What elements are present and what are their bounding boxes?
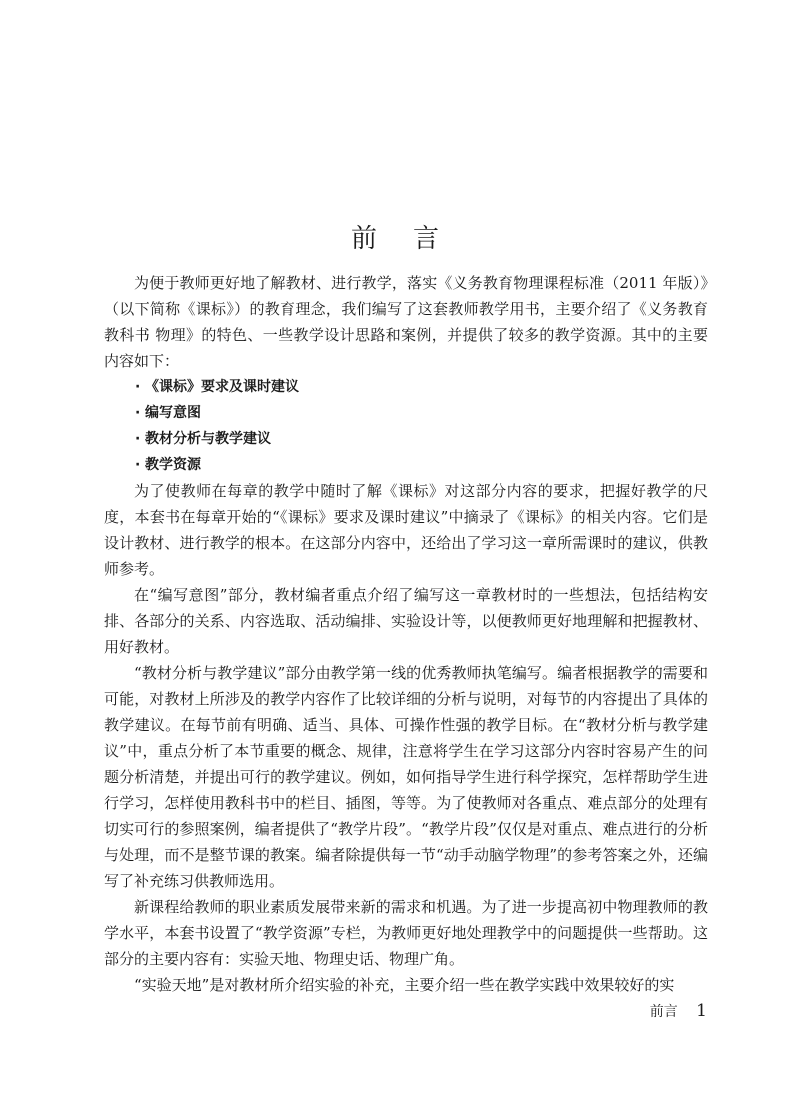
list-item-label: 教学资源 <box>145 457 201 473</box>
list-item <box>104 400 708 426</box>
page-number: 1 <box>696 1001 707 1021</box>
list-item <box>104 374 708 400</box>
preface-body <box>104 270 708 998</box>
paragraph-intro: 为便于教师更好地了解教材、进行教学，落实《义务教育物理课程标准（2011 年版）》（以下简称《课标》）的教育理念，我们编写了这套教师教学用书，主要介绍了《义务教育教科书 物理》的特色、一些教学设计思路和案例，并提供了较多的教学资源。其中的主要内容如下： <box>104 274 708 370</box>
bullet: · <box>135 431 141 447</box>
paragraph-writing-intent: 在“编写意图”部分，教材编者重点介绍了编写这一章教材时的一些想法，包括结构安排、各部分的关系、内容选取、活动编排、实验设计等，以便教师更好地理解和把握教材、用好教材。 <box>104 586 708 656</box>
paragraph-curriculum-requirements: 为了使教师在每章的教学中随时了解《课标》对这部分内容的要求，把握好教学的尺度，本套书在每章开始的“《课标》要求及课时建议”中摘录了《课标》的相关内容。它们是设计教材、进行教学的根本。在这部分内容中，还给出了学习这一章所需课时的建议，供教师参考。 <box>104 482 708 578</box>
paragraph-analysis-suggestions: “教材分析与教学建议”部分由教学第一线的优秀教师执笔编写。编者根据教学的需要和可能，对教材上所涉及的教学内容作了比较详细的分析与说明，对每节的内容提出了具体的教学建议。在每节前有明确、适当、具体、可操作性强的教学目标。在“教材分析与教学建议”中，重点分析了本节重要的概念、规律，注意将学生在学习这部分内容时容易产生的问题分析清楚，并提出可行的教学建议。例如，如何指导学生进行科学探究，怎样帮助学生进行学习，怎样使用教科书中的栏目、插图，等等。为了使教师对各重点、难点部分的处理有切实可行的参照案例，编者提供了“教学片段”。“教学片段”仅仅是对重点、难点进行的分析与处理，而不是整节课的教案。编者除提供每一节“动手动脑学物理”的参考答案之外，还编写了补充练习供教师选用。 <box>104 664 708 890</box>
page-footer <box>650 1001 707 1022</box>
paragraph-teaching-resources: 新课程给教师的职业素质发展带来新的需求和机遇。为了进一步提高初中物理教师的教学水平，本套书设置了“教学资源”专栏，为教师更好地处理教学中的问题提供一些帮助。这部分的主要内容有：实验天地、物理史话、物理广角。 <box>104 898 708 968</box>
list-item <box>104 452 708 478</box>
page-title: 前言 <box>350 224 475 255</box>
bullet: · <box>135 405 141 421</box>
list-item-label: 教材分析与教学建议 <box>145 431 271 447</box>
footer-section-label: 前言 <box>649 1004 678 1020</box>
bullet: · <box>135 379 141 395</box>
bullet: · <box>135 457 141 473</box>
content-list <box>104 374 708 478</box>
paragraph-experiment-world: “实验天地”是对教材所介绍实验的补充，主要介绍一些在教学实践中效果较好的实 <box>134 976 675 994</box>
list-item <box>104 426 708 452</box>
list-item-label: 《课标》要求及课时建议 <box>145 379 299 395</box>
list-item-label: 编写意图 <box>145 405 201 421</box>
